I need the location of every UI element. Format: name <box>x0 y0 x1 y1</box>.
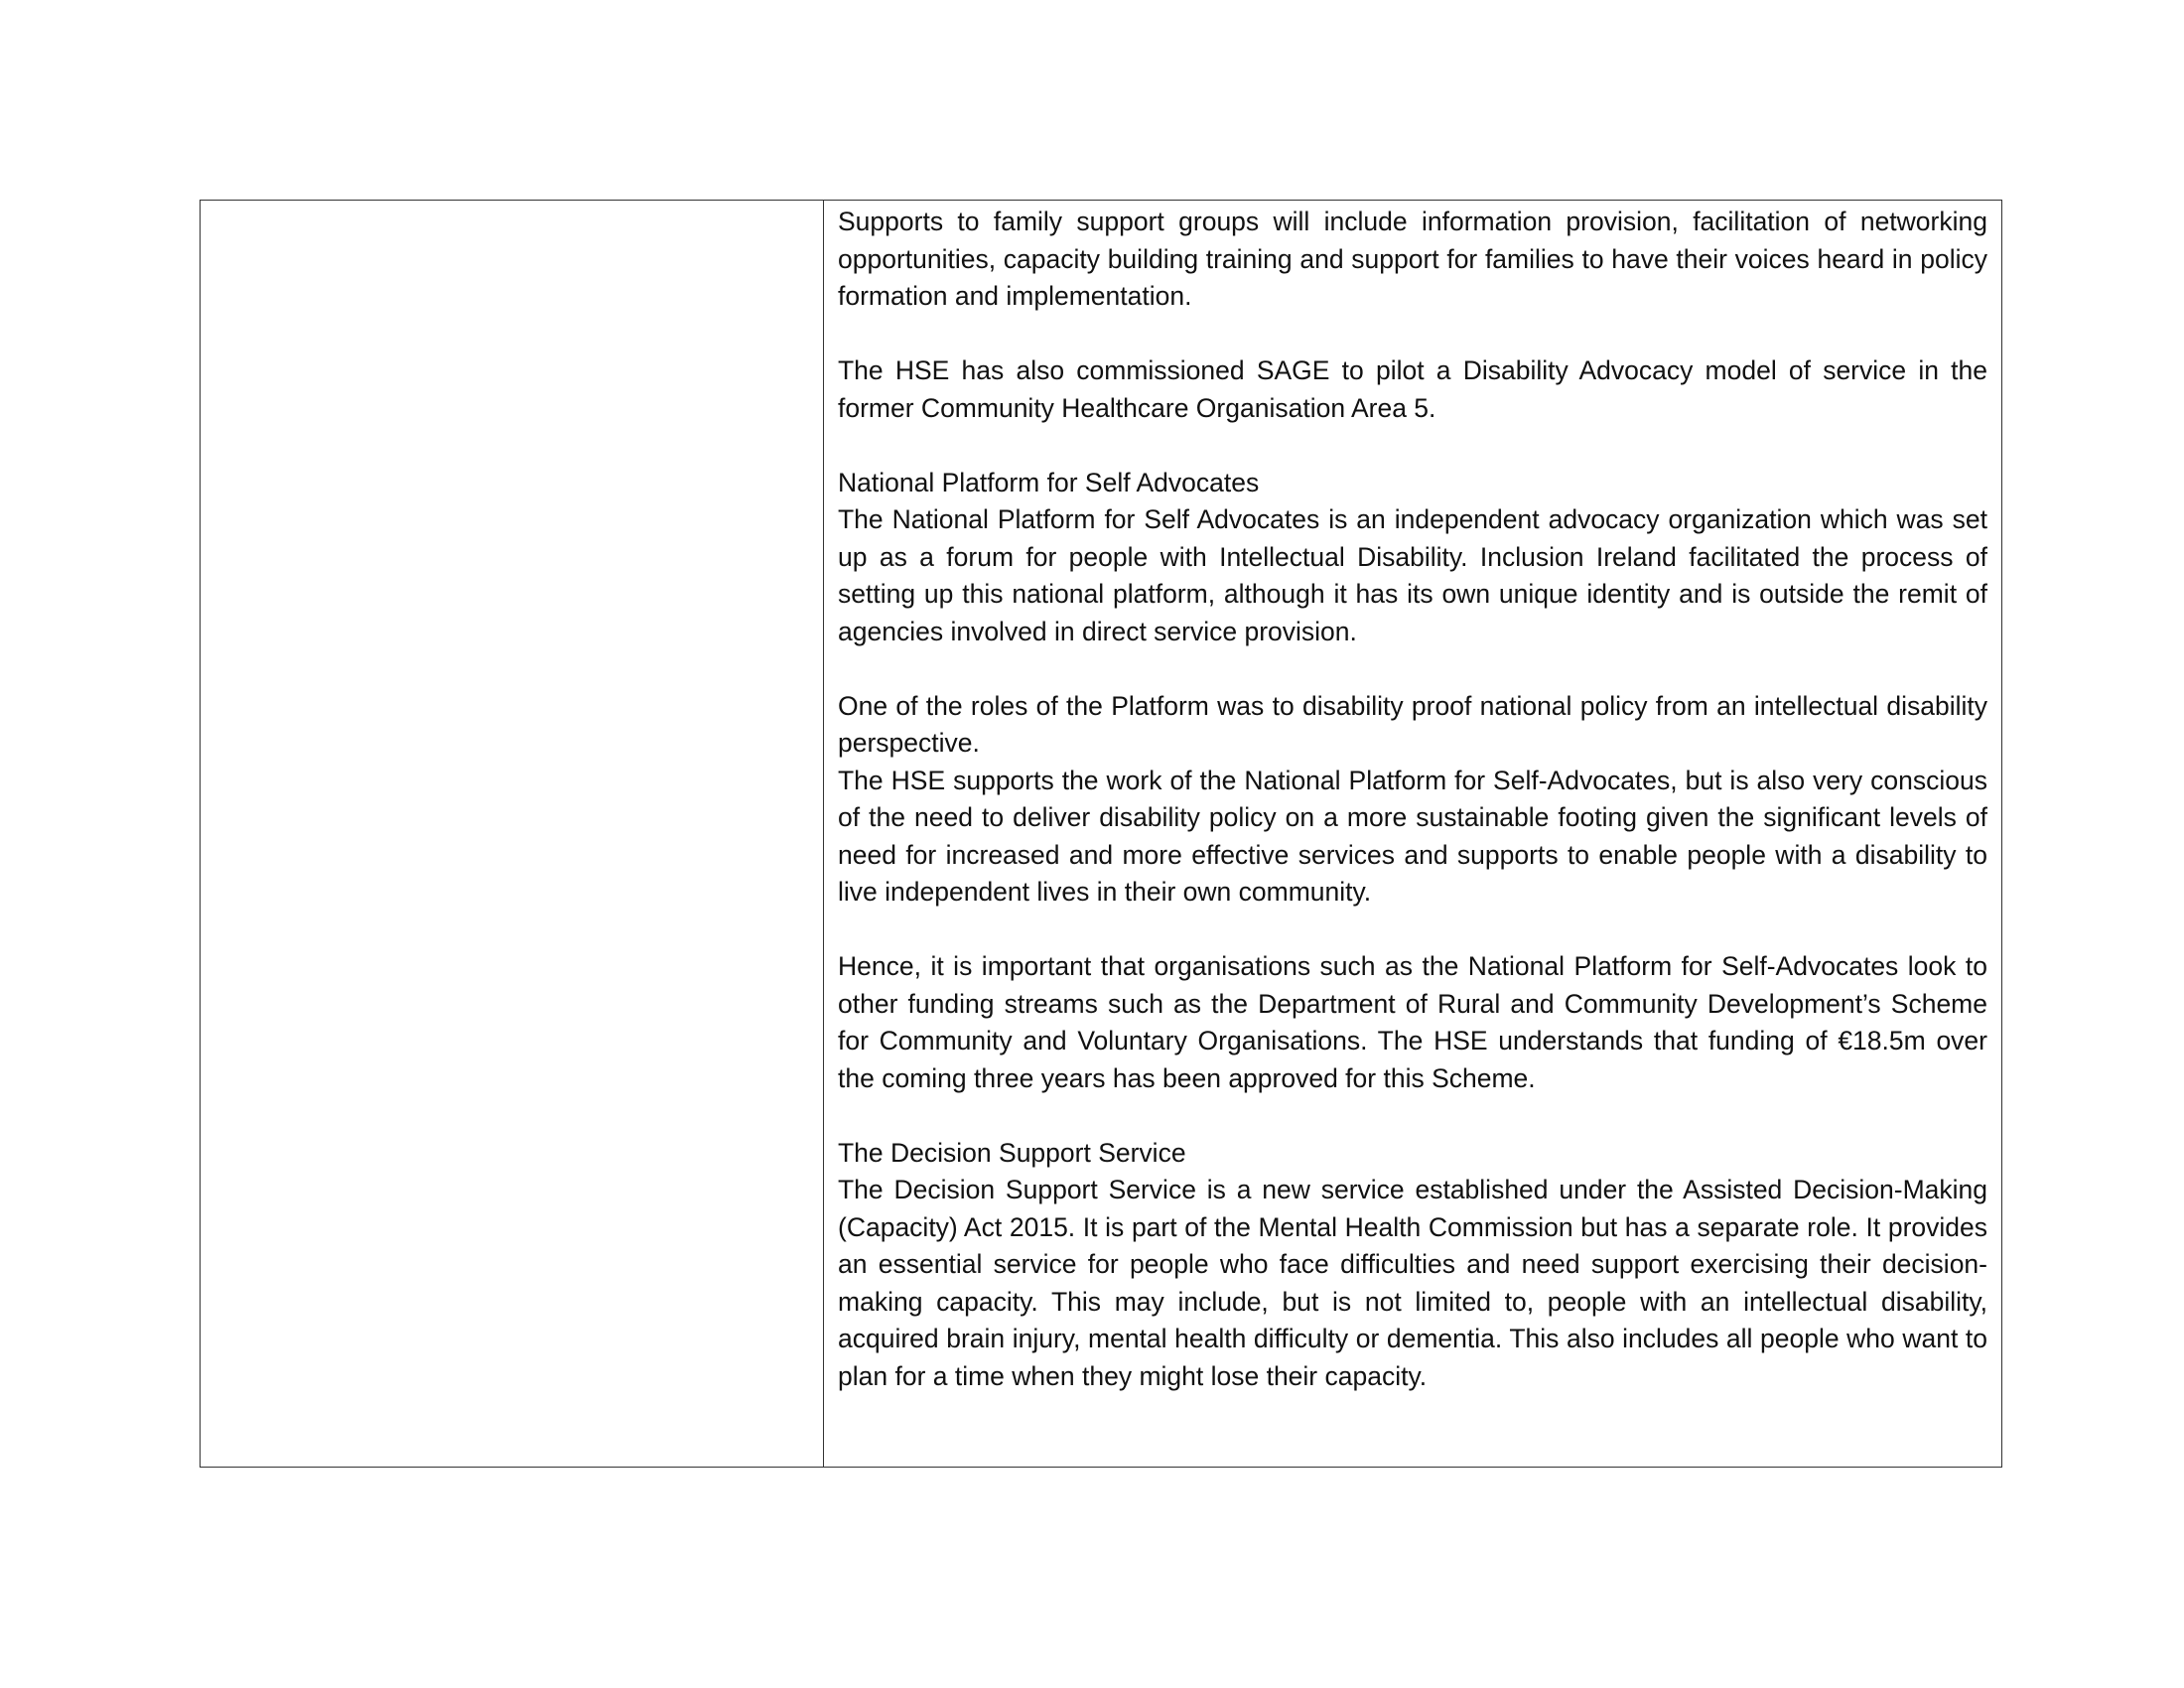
document-table <box>200 200 2002 1468</box>
paragraph-hse-support: The HSE supports the work of the National Platform for Self-Advocates, but is also very conscious of the need to deliver disability policy on a more sustainable footing given the significant levels of need for increased and more effective services and supports to enable people with a disability to live independent lives in their own community. <box>838 765 1987 907</box>
paragraph-national-platform: The National Platform for Self Advocates is an independent advocacy organization which was set up as a forum for people with Intellectual Disability. Inclusion Ireland facilitated the process of setting up this national platform, although it has its own unique identity and is outside the remit of agencies involved in direct service provision. <box>838 504 1987 646</box>
table-left-cell <box>201 201 824 1467</box>
paragraph-platform-role: One of the roles of the Platform was to disability proof national policy from an intellectual disability perspective. <box>838 690 1987 758</box>
paragraph-decision-support: The Decision Support Service is a new service established under the Assisted Decision-Making (Capacity) Act 2015. It is part of the Mental Health Commission but has a separate role. It provides an essential service for people who face difficulties and need support exercising their decision-making capacity. This may include, but is not limited to, people with an intellectual disability, acquired brain injury, mental health difficulty or dementia. This also includes all people who want to plan for a time when they might lose their capacity. <box>838 1175 1987 1391</box>
section-heading-national-platform: National Platform for Self Advocates <box>838 467 1260 497</box>
table-right-cell <box>824 201 2001 1467</box>
paragraph-sage-pilot: The HSE has also commissioned SAGE to pilot a Disability Advocacy model of service in the former Community Healthcare Organisation Area 5. <box>838 355 1987 423</box>
paragraph-funding-streams: Hence, it is important that organisations such as the National Platform for Self-Advocates look to other funding streams such as the Department of Rural and Community Development’s Scheme for Community and Voluntary Organisations. The HSE understands that funding of €18.5m over the coming three years has been approved for this Scheme. <box>838 951 1987 1093</box>
paragraph-family-support: Supports to family support groups will include information provision, facilitation of networking opportunities, capacity building training and support for families to have their voices heard in policy formation and implementation. <box>838 207 1987 311</box>
section-heading-decision-support: The Decision Support Service <box>838 1137 1186 1168</box>
